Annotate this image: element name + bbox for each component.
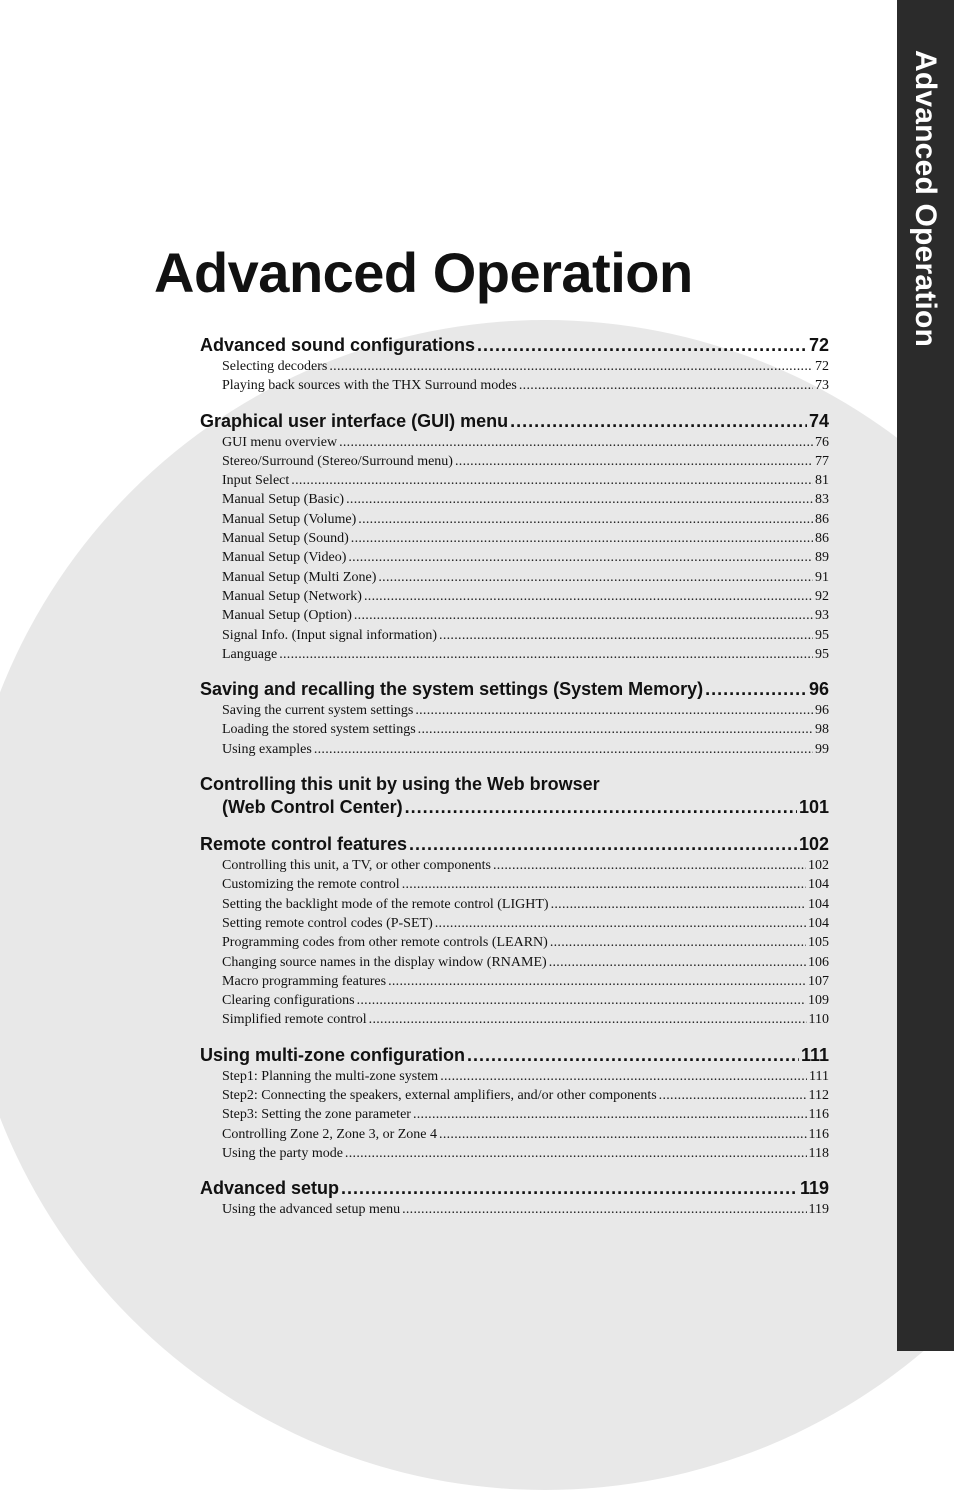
toc-page-number: 74 [808, 410, 829, 431]
toc-entry-label: Using the party mode [222, 1145, 343, 1161]
dot-leader [314, 740, 813, 759]
toc-page-number: 109 [808, 993, 829, 1009]
dot-leader [549, 953, 806, 972]
toc-entry-label: Manual Setup (Option) [222, 608, 352, 624]
toc-page-number: 104 [808, 877, 829, 893]
toc-page-number: 101 [798, 797, 829, 818]
toc-entry-label: Controlling this unit, a TV, or other components [222, 858, 491, 874]
dot-leader [435, 914, 806, 933]
dot-leader [439, 626, 813, 645]
toc-entry-label: Step3: Setting the zone parameter [222, 1107, 411, 1123]
dot-leader [351, 529, 813, 548]
toc-entry-label: Saving the current system settings [222, 703, 414, 719]
toc-entry[interactable] [200, 433, 829, 452]
toc-entry[interactable] [200, 471, 829, 490]
toc-section [200, 773, 829, 819]
toc-entry[interactable] [200, 529, 829, 548]
toc-entry[interactable] [200, 376, 829, 395]
toc-entry-label: Using examples [222, 741, 312, 757]
toc-entry[interactable] [200, 740, 829, 759]
toc-entry-label: Manual Setup (Multi Zone) [222, 569, 377, 585]
toc-page-number: 111 [809, 1068, 829, 1084]
toc-entry-label: Step1: Planning the multi-zone system [222, 1068, 439, 1084]
toc-page-number: 86 [815, 511, 829, 527]
toc-entry-label: Language [222, 646, 278, 662]
dot-leader [413, 1105, 807, 1124]
toc-section [200, 410, 829, 665]
toc-entry[interactable] [200, 875, 829, 894]
dot-leader [364, 587, 813, 606]
toc-entry[interactable] [200, 701, 829, 720]
toc-page-number: 102 [798, 834, 829, 855]
toc-page-number: 118 [808, 1145, 829, 1161]
toc-entry[interactable] [200, 1200, 829, 1219]
dot-leader [418, 720, 813, 739]
toc-page-number: 81 [815, 473, 829, 489]
page-title: Advanced Operation [154, 241, 693, 304]
toc-page-number: 119 [808, 1202, 829, 1218]
toc-section-heading[interactable] [200, 410, 829, 433]
toc-entry[interactable] [200, 1086, 829, 1105]
toc-entry-label: Stereo/Surround (Stereo/Surround menu) [222, 453, 453, 469]
toc-page-number: 107 [808, 973, 829, 989]
dot-leader [339, 433, 813, 452]
toc-entry[interactable] [200, 490, 829, 509]
toc-page-number: 77 [815, 453, 829, 469]
toc-entry-label: Manual Setup (Network) [222, 588, 362, 604]
toc-page-number: 72 [808, 335, 829, 355]
toc-entry[interactable] [200, 548, 829, 567]
toc-page-number: 116 [808, 1126, 829, 1142]
dot-leader [440, 1067, 807, 1086]
dot-leader [388, 972, 806, 991]
dot-leader [341, 1177, 798, 1200]
dot-leader [551, 895, 806, 914]
dot-leader [493, 856, 806, 875]
toc-entry-label: Signal Info. (Input signal information) [222, 627, 438, 643]
toc-entry-label: Step2: Connecting the speakers, external amplifiers, and/or other components [222, 1088, 657, 1104]
toc-entry[interactable] [200, 568, 829, 587]
dot-leader [291, 471, 813, 490]
toc-section-heading[interactable] [200, 678, 829, 701]
toc-entry[interactable] [200, 645, 829, 664]
toc-page-number: 102 [808, 858, 829, 874]
toc-page-number: 106 [808, 954, 829, 970]
dot-leader [705, 678, 807, 701]
toc-entry[interactable] [200, 895, 829, 914]
toc-entry[interactable] [200, 1125, 829, 1144]
dot-leader [358, 510, 813, 529]
toc-entry-label: Macro programming features [222, 973, 387, 989]
toc-entry[interactable] [200, 1067, 829, 1086]
toc-entry-label: Manual Setup (Basic) [222, 492, 345, 508]
dot-leader [510, 410, 807, 433]
toc-section-heading[interactable] [200, 1177, 829, 1200]
toc-entry[interactable] [200, 510, 829, 529]
toc-page-number: 96 [808, 679, 829, 700]
dot-leader [329, 357, 813, 376]
toc-entry-label: Manual Setup (Sound) [222, 531, 349, 547]
table-of-contents [200, 334, 829, 1234]
dot-leader [369, 1010, 807, 1029]
toc-section-title[interactable]: Controlling this unit by using the Web browser [200, 774, 600, 795]
toc-page-number: 72 [815, 359, 829, 374]
toc-entry-label: Setting the backlight mode of the remote control (LIGHT) [222, 896, 549, 912]
toc-entry[interactable] [200, 1144, 829, 1163]
toc-page-number: 104 [808, 915, 829, 931]
toc-section-heading[interactable] [200, 1044, 829, 1067]
dot-leader [405, 796, 797, 819]
dot-leader [550, 933, 806, 952]
toc-section-title: Remote control features [200, 834, 408, 855]
toc-entry[interactable] [200, 953, 829, 972]
toc-section-title: Using multi-zone configuration [200, 1044, 465, 1065]
toc-entry[interactable] [200, 914, 829, 933]
toc-section-heading[interactable] [200, 833, 829, 856]
side-tab-label: Advanced Operation [909, 50, 942, 347]
toc-page-number: 119 [799, 1178, 829, 1199]
toc-page-number: 112 [808, 1088, 829, 1104]
toc-page-number: 86 [815, 531, 829, 547]
toc-section [200, 334, 829, 396]
toc-page-number: 110 [808, 1012, 829, 1028]
toc-section-title: Advanced setup [200, 1178, 340, 1199]
dot-leader [477, 334, 807, 357]
dot-leader [378, 568, 813, 587]
toc-section-heading[interactable] [200, 796, 829, 819]
toc-entry[interactable] [200, 1105, 829, 1124]
toc-page-number: 93 [815, 608, 829, 624]
dot-leader [402, 875, 806, 894]
toc-page-number: 83 [815, 492, 829, 508]
toc-page-number: 111 [800, 1044, 829, 1065]
toc-section-title: Advanced sound configurations [200, 335, 476, 355]
dot-leader [519, 376, 813, 395]
dot-leader [467, 1044, 799, 1067]
toc-section [200, 1177, 829, 1219]
toc-page-number: 92 [815, 588, 829, 604]
toc-entry[interactable] [200, 991, 829, 1010]
dot-leader [354, 606, 813, 625]
toc-page-number: 116 [808, 1107, 829, 1123]
toc-section [200, 833, 829, 1030]
toc-entry[interactable] [200, 626, 829, 645]
toc-page-number: 96 [815, 703, 829, 719]
toc-page-number: 95 [815, 646, 829, 662]
toc-page-number: 89 [815, 550, 829, 566]
toc-page-number: 73 [815, 378, 829, 394]
toc-entry-label: Loading the stored system settings [222, 722, 416, 738]
toc-entry[interactable] [200, 933, 829, 952]
dot-leader [455, 452, 813, 471]
toc-entry-label: Changing source names in the display window (RNAME) [222, 954, 547, 970]
toc-entry-label: Simplified remote control [222, 1012, 367, 1028]
dot-leader [357, 991, 806, 1010]
dot-leader [346, 490, 813, 509]
toc-entry-label: Using the advanced setup menu [222, 1202, 401, 1218]
toc-page-number: 104 [808, 896, 829, 912]
toc-entry[interactable] [200, 1010, 829, 1029]
toc-entry-label: Playing back sources with the THX Surround modes [222, 378, 517, 394]
toc-entry-label: Manual Setup (Video) [222, 550, 347, 566]
toc-entry-label: Programming codes from other remote controls (LEARN) [222, 935, 548, 951]
toc-section-title-continued: (Web Control Center) [222, 797, 403, 818]
toc-entry-label: GUI menu overview [222, 434, 338, 450]
toc-entry-label: Manual Setup (Volume) [222, 511, 357, 527]
toc-entry[interactable] [200, 587, 829, 606]
toc-section [200, 678, 829, 759]
dot-leader [402, 1200, 806, 1219]
toc-entry-label: Controlling Zone 2, Zone 3, or Zone 4 [222, 1126, 438, 1142]
toc-page-number: 105 [808, 935, 829, 951]
toc-page-number: 91 [815, 569, 829, 585]
dot-leader [415, 701, 813, 720]
toc-page-number: 95 [815, 627, 829, 643]
toc-entry-label: Customizing the remote control [222, 877, 400, 893]
dot-leader [659, 1086, 807, 1105]
toc-entry-label: Selecting decoders [222, 359, 328, 374]
toc-entry[interactable] [200, 856, 829, 875]
toc-section-heading[interactable] [200, 334, 829, 357]
toc-entry[interactable] [200, 972, 829, 991]
toc-entry[interactable] [200, 606, 829, 625]
toc-section [200, 1044, 829, 1163]
toc-section-title: Graphical user interface (GUI) menu [200, 410, 509, 431]
dot-leader [439, 1125, 806, 1144]
dot-leader [348, 548, 813, 567]
toc-section-title: Saving and recalling the system settings (System Memory) [200, 679, 704, 700]
toc-entry[interactable] [200, 452, 829, 471]
toc-entry-label: Setting remote control codes (P-SET) [222, 915, 433, 931]
toc-entry-label: Clearing configurations [222, 993, 355, 1009]
toc-entry-label: Input Select [222, 473, 290, 489]
toc-page-number: 98 [815, 722, 829, 738]
toc-entry[interactable] [200, 357, 829, 376]
dot-leader [345, 1144, 807, 1163]
side-tab [897, 0, 954, 1351]
dot-leader [279, 645, 813, 664]
toc-entry[interactable] [200, 720, 829, 739]
toc-page-number: 76 [815, 434, 829, 450]
dot-leader [409, 833, 797, 856]
toc-page-number: 99 [815, 741, 829, 757]
